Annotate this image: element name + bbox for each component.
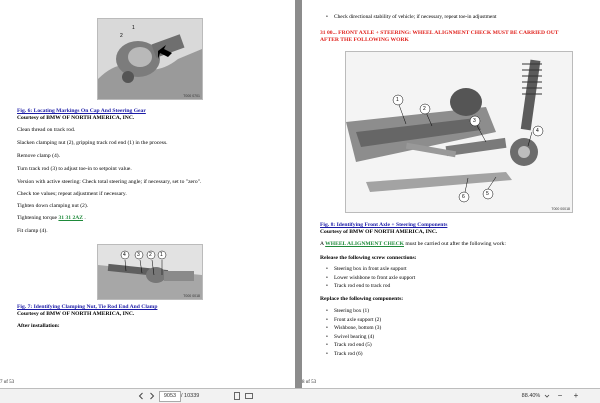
list-item: • Wishbone, bottom (3) (322, 324, 381, 333)
fig6-callout-2: 2 (120, 33, 123, 39)
after-installation-heading: After installation: (17, 323, 60, 329)
fig6-callout-1: 1 (132, 25, 135, 31)
list-item: • Steering box in front axle support (322, 265, 415, 274)
zoom-in-icon[interactable]: + (573, 391, 579, 400)
release-list (322, 265, 415, 291)
warning-line-2: AFTER THE FOLLOWING WORK (320, 37, 409, 43)
fig6-illustration (98, 19, 202, 99)
wheel-alignment-line (320, 241, 506, 248)
replace-list (322, 307, 381, 359)
release-heading: Release the following screw connections: (320, 255, 417, 261)
fig8-callout-5: 5 (486, 191, 489, 197)
step-text: Tighten down clamping nut (2). (17, 203, 89, 209)
zoom-dropdown-icon[interactable] (544, 392, 550, 400)
fig8-callout-4: 4 (536, 128, 539, 134)
fig7-image (97, 244, 203, 300)
top-bullet-list (322, 13, 497, 22)
fig8-image (345, 51, 573, 213)
fit-page-icon[interactable] (233, 392, 241, 400)
fig7-callout-4: 4 (123, 252, 126, 258)
prev-page-icon[interactable] (137, 392, 145, 400)
fig7-courtesy: Courtesy of BMW OF NORTH AMERICA, INC. (17, 311, 135, 317)
step-text: Clean thread on track rod. (17, 127, 76, 133)
fig8-caption[interactable]: Fig. 8: Identifying Front Axle + Steering Components (320, 222, 448, 228)
replace-heading: Replace the following components: (320, 296, 404, 302)
fig7-caption[interactable]: Fig. 7: Identifying Clamping Nut, Tie Rod End And Clamp (17, 304, 158, 310)
zoom-out-icon[interactable]: − (557, 391, 563, 400)
fig7-callout-1: 1 (160, 252, 163, 258)
fig8-callout-2: 2 (423, 106, 426, 112)
page-number-input[interactable]: 9053 (159, 391, 181, 402)
page-number-right: 8 of 53 (302, 380, 317, 385)
fig8-callout-1: 1 (396, 97, 399, 103)
step-text: Version with active steering: Check total steering angle; if necessary, set to "zero". (17, 179, 202, 185)
torque-line (17, 215, 86, 222)
list-item: • Track rod (6) (322, 350, 381, 359)
list-item: • Track rod end to track rod (322, 282, 415, 291)
step-text: Slacken clamping nut (2), gripping track rod end (1) in the process. (17, 140, 168, 146)
pdf-page-right (302, 0, 600, 388)
list-item: • Track rod end (5) (322, 341, 381, 350)
fig7-callout-3: 3 (137, 252, 140, 258)
fig6-courtesy: Courtesy of BMW OF NORTH AMERICA, INC. (17, 115, 135, 121)
step-text: Turn track rod (3) to adjust toe-in to setpoint value. (17, 166, 132, 172)
page-total: / 10339 (181, 393, 200, 399)
fig6-caption[interactable]: Fig. 6: Locating Markings On Cap And Steering Gear (17, 108, 146, 114)
pdf-page-left (0, 0, 295, 388)
fit-clamp-text: Fit clamp (4). (17, 228, 48, 234)
fig7-callout-2: 2 (149, 252, 152, 258)
page-gap (295, 0, 302, 388)
fig6-code: T000 0701 (183, 94, 200, 98)
fig8-code: T000 00018 (551, 207, 570, 211)
list-item: • Front axle support (2) (322, 316, 381, 325)
viewer-toolbar (0, 388, 600, 403)
torque-link[interactable]: 31 31 2AZ (58, 215, 84, 221)
torque-label: Tightening torque (17, 215, 58, 221)
zoom-level[interactable]: 88.40% (521, 393, 541, 399)
page-number-left: 7 of 53 (0, 380, 15, 385)
wa-suffix: must be carried out after the following work: (405, 241, 506, 247)
next-page-icon[interactable] (148, 392, 156, 400)
list-item: • Swivel bearing (4) (322, 333, 381, 342)
step-text: Check toe values; repeat adjustment if necessary. (17, 191, 127, 197)
fig8-callout-6: 6 (462, 194, 465, 200)
fig6-image (97, 18, 203, 100)
torque-end: . (84, 215, 86, 221)
list-item: • Steering box (1) (322, 307, 381, 316)
wheel-alignment-link[interactable]: WHEEL ALIGNMENT CHECK (325, 241, 404, 247)
fit-width-icon[interactable] (245, 392, 253, 400)
step-text: Remove clamp (4). (17, 153, 61, 159)
fig8-courtesy: Courtesy of BMW OF NORTH AMERICA, INC. (320, 229, 438, 235)
list-item: • Check directional stability of vehicle; if necessary, repeat toe-in adjustment (322, 13, 497, 22)
warning-line-1: 31 00... FRONT AXLE + STEERING: WHEEL ALIGNMENT CHECK MUST BE CARRIED OUT (320, 30, 559, 36)
fig8-callout-3: 3 (473, 118, 476, 124)
list-item: • Lower wishbone to front axle support (322, 274, 415, 283)
fig7-code: T000 0018 (183, 294, 200, 298)
wa-prefix: A (320, 241, 324, 247)
